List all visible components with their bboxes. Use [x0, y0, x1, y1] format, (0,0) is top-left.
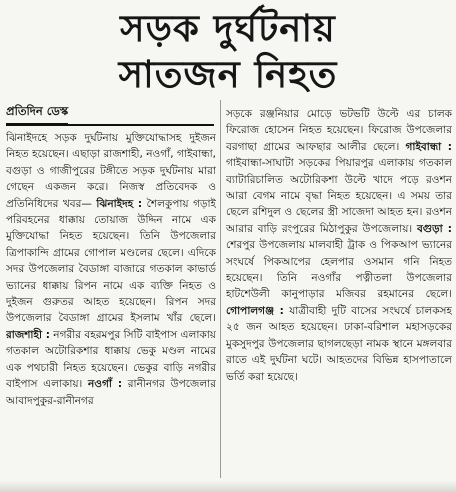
article-paragraph: [226, 106, 452, 385]
location-gopalganj: গোপালগঞ্জ :: [226, 304, 284, 317]
byline-rule: [6, 124, 214, 126]
report-bogura: শেরপুর উপজেলায় মালবাহী ট্রাক ও পিকআপ ভ্যানের সংঘর্ষে পিকআপের হেলপার ওসমান গনি নিহত হয়েছেন। তিনি নওগাঁর পত্নীতলা উপজেলার হাটশেউলী কানুপাড়ার মজিবর রহমানের ছেলে।: [226, 239, 452, 301]
headline-line-2: সাতজন নিহত: [118, 53, 338, 96]
report-jhenaidah: শৈলকুপায় গড়াই পরিবহনের ধাক্কায় তোয়াজ উদ্দিন নামে এক মুক্তিযোদ্ধা নিহত হয়েছেন। তিনি উপজেলার ত্রিপাকান্দি গ্রামের গোপাল মণ্ডলের ছেলে। এদিকে সদর উপজেলার বৈডাঙ্গা বাজারে গতকাল কাভার্ড ভ্যানের ধাক্কায় রিপন নামে এক ব্যক্তি নিহত ও দুইজন গুরুতর আহত হয়েছেন। রিপন সদর উপজেলার বৈডাঙ্গা গ্রামের ইসলাম খাঁর ছেলে।: [6, 197, 216, 325]
location-rajshahi: রাজশাহী :: [6, 328, 50, 341]
headline-line-1: সড়ক দুর্ঘটনায়: [120, 7, 336, 50]
headline: [0, 6, 456, 98]
desk-byline: প্রতিদিন ডেস্ক: [6, 103, 68, 125]
report-gopalganj: যাত্রীবাহী দুটি বাসের সংঘর্ষে চালকসহ ২৫ জন আহত হয়েছেন। ঢাকা-বরিশাল মহাসড়কের মুকসুদপুর উপজেলার ছাগলছেড়া নামক স্থানে মঙ্গলবার রাতে এই দুর্ঘটনা ঘটে। আহতদের বিভিন্ন হাসপাতালে ভর্তি করা হয়েছে।: [226, 304, 452, 383]
report-naogaon-cont: সড়কে রঞ্জনিয়ার মোড়ে ভটভটি উল্টে এর চালক ফিরোজ হোসেন নিহত হয়েছেন। ফিরোজ উপজেলার বরগাছা গ্রামের আফছার আলীর ছেলে।: [226, 108, 452, 153]
location-bogura: বগুড়া :: [416, 222, 452, 235]
location-gaibandha: গাইবান্ধা :: [405, 140, 452, 153]
article-paragraph: [6, 130, 216, 409]
location-jhenaidah: ঝিনাইদহ :: [96, 197, 143, 210]
column-divider: [220, 100, 221, 478]
intro-text: ঝিনাইদহে সড়ক দুর্ঘটনায় মুক্তিযোদ্ধাসহ দুইজন নিহত হয়েছেন। এছাড়া রাজশাহী, নওগাঁ, গাইবান্ধা, বগুড়া ও গাজীপুরের টঙ্গীতে সড়ক দুর্ঘটনায় মারা গেছেন একজন করে। নিজস্ব প্রতিবেদক ও প্রতিনিধিদের খবর—: [6, 132, 216, 210]
report-naogaon: রানীনগর উপজেলার আবাদপুকুর-রানীনগর: [6, 378, 216, 407]
article-column-right: [226, 106, 452, 478]
article-column-left: [6, 130, 216, 478]
report-rajshahi: নগরীর বহরমপুর সিটি বাইপাস এলাকায় গতকাল অটোরিকশার ধাক্কায় ভেকু মণ্ডল নামের এক পথচারী নিহত হয়েছেন। ভেকুর বাড়ি নগরীর বাইপাস এলাকায়।: [6, 328, 216, 391]
page-bottom-edge: [0, 480, 456, 492]
report-gaibandha: গাইবান্ধা-সাঘাটা সড়কের পিয়ারপুর এলাকায় গতকাল ব্যাটারিচালিত অটোরিকশা উল্টে খাদে পড়ে রওশন আরা বেগম নামে বৃদ্ধা নিহত হয়েছেন। এ সময় তার ছেলে রশিদুল ও ছেলের স্ত্রী সাজেদা আহত হন। রওশন আরার বাড়ি রংপুরের মিঠাপুকুর উপজেলায়।: [226, 157, 452, 235]
location-naogaon: নওগাঁ :: [87, 378, 123, 391]
